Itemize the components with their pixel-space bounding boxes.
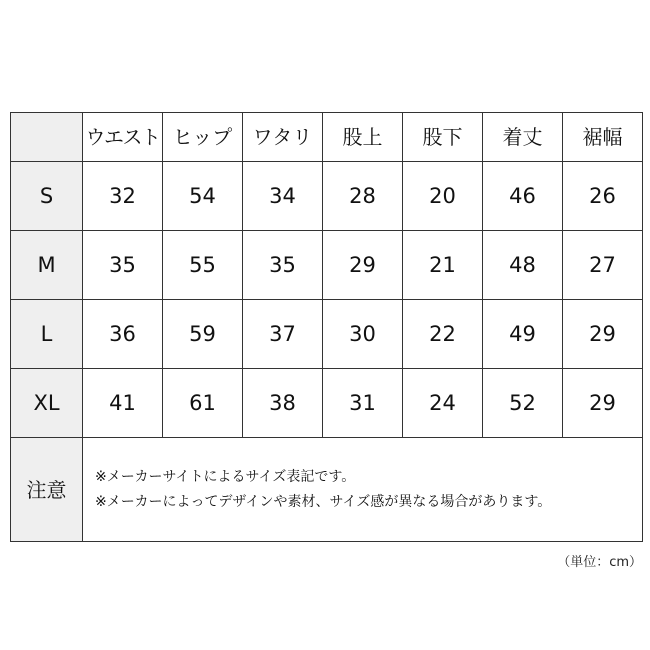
size-label: S bbox=[11, 162, 83, 231]
table-cell: 26 bbox=[563, 162, 643, 231]
size-label: M bbox=[11, 231, 83, 300]
table-cell: 41 bbox=[83, 369, 163, 438]
table-cell: 20 bbox=[403, 162, 483, 231]
table-cell: 35 bbox=[83, 231, 163, 300]
table-cell: 61 bbox=[163, 369, 243, 438]
note-line: ※メーカーサイトによるサイズ表記です。 bbox=[95, 468, 356, 485]
table-cell: 22 bbox=[403, 300, 483, 369]
header-waist: ウエスト bbox=[83, 113, 163, 162]
table-cell: 24 bbox=[403, 369, 483, 438]
table-cell: 54 bbox=[163, 162, 243, 231]
unit-note: （単位：cm） bbox=[557, 555, 642, 570]
table-cell: 37 bbox=[243, 300, 323, 369]
header-rise: 股上 bbox=[323, 113, 403, 162]
header-hip: ヒップ bbox=[163, 113, 243, 162]
table-cell: 21 bbox=[403, 231, 483, 300]
header-row bbox=[11, 113, 643, 162]
header-hem-width: 裾幅 bbox=[563, 113, 643, 162]
size-label: XL bbox=[11, 369, 83, 438]
table-cell: 48 bbox=[483, 231, 563, 300]
notes-label: 注意 bbox=[11, 438, 83, 542]
table-cell: 29 bbox=[563, 369, 643, 438]
size-label: L bbox=[11, 300, 83, 369]
table-cell: 59 bbox=[163, 300, 243, 369]
table-cell: 31 bbox=[323, 369, 403, 438]
table-cell: 29 bbox=[563, 300, 643, 369]
table-cell: 52 bbox=[483, 369, 563, 438]
header-inseam: 股下 bbox=[403, 113, 483, 162]
table-cell: 35 bbox=[243, 231, 323, 300]
table-cell: 34 bbox=[243, 162, 323, 231]
table-cell: 36 bbox=[83, 300, 163, 369]
table-cell: 30 bbox=[323, 300, 403, 369]
table-row bbox=[11, 300, 643, 369]
table-cell: 38 bbox=[243, 369, 323, 438]
table-row bbox=[11, 162, 643, 231]
table-row bbox=[11, 369, 643, 438]
table-cell: 28 bbox=[323, 162, 403, 231]
corner-cell bbox=[11, 113, 83, 162]
table-cell: 46 bbox=[483, 162, 563, 231]
table-cell: 55 bbox=[163, 231, 243, 300]
table-cell: 32 bbox=[83, 162, 163, 231]
table-row bbox=[11, 231, 643, 300]
size-chart-table bbox=[10, 112, 643, 542]
header-thigh: ワタリ bbox=[243, 113, 323, 162]
notes-row bbox=[11, 438, 643, 542]
note-line: ※メーカーによってデザインや素材、サイズ感が異なる場合があります。 bbox=[95, 493, 552, 510]
table-cell: 29 bbox=[323, 231, 403, 300]
table-cell: 27 bbox=[563, 231, 643, 300]
table-cell: 49 bbox=[483, 300, 563, 369]
notes-body bbox=[83, 438, 643, 542]
header-length: 着丈 bbox=[483, 113, 563, 162]
